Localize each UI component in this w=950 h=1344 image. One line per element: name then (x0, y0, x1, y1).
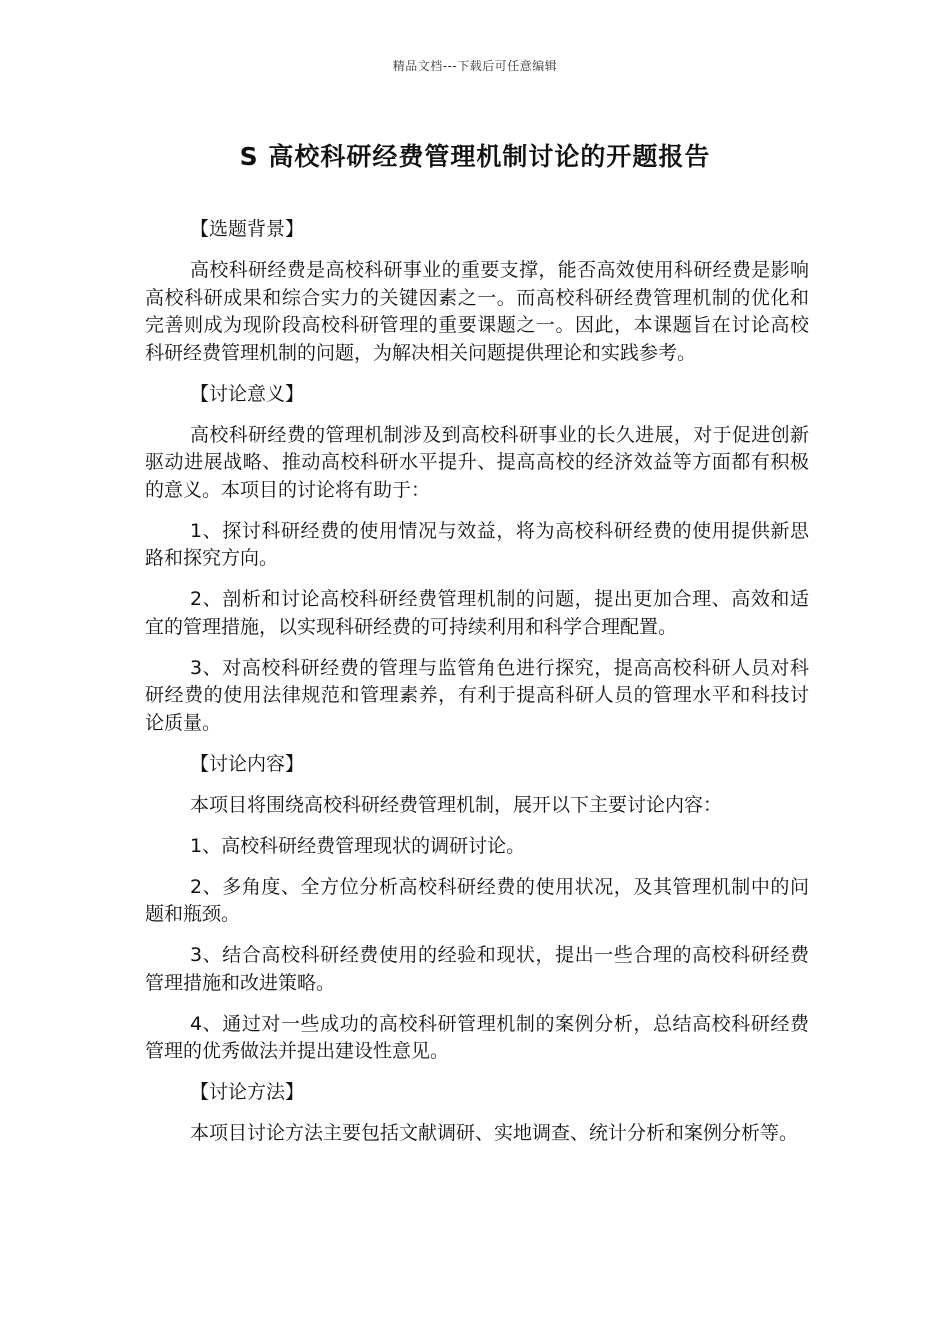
section-heading-significance: 【讨论意义】 (190, 382, 305, 405)
paragraph-content-item-4: 4、通过对一些成功的高校科研管理机制的案例分析，总结高校科研经费管理的优秀做法并提出建设性意见。 (145, 1012, 809, 1062)
document-title: S 高校科研经费管理机制讨论的开题报告 (239, 142, 711, 171)
paragraph-significance-item-1: 1、探讨科研经费的使用情况与效益，将为高校科研经费的使用提供新思路和探究方向。 (145, 519, 809, 569)
section-heading-content: 【讨论内容】 (190, 752, 305, 775)
paragraph-background: 高校科研经费是高校科研事业的重要支撑，能否高效使用科研经费是影响高校科研成果和综合实力的关键因素之一。而高校科研经费管理机制的优化和完善则成为现阶段高校科研管理的重要课题之一。因此，本课题旨在讨论高校科研经费管理机制的问题，为解决相关问题提供理论和实践参考。 (145, 259, 809, 364)
section-heading-background: 【选题背景】 (190, 218, 305, 240)
paragraph-significance-item-2: 2、剖析和讨论高校科研经费管理机制的问题，提出更加合理、高效和适宜的管理措施，以实现科研经费的可持续利用和科学合理配置。 (145, 588, 809, 638)
paragraph-content-item-1: 1、高校科研经费管理现状的调研讨论。 (190, 834, 526, 857)
paragraph-methods: 本项目讨论方法主要包括文献调研、实地调查、统计分析和案例分析等。 (190, 1122, 799, 1144)
paragraph-content-intro: 本项目将围绕高校科研经费管理机制，展开以下主要讨论内容： (190, 793, 723, 816)
paragraph-significance-intro: 高校科研经费的管理机制涉及到高校科研事业的长久进展，对于促进创新驱动进展战略、推动高校科研水平提升、提高高校的经济效益等方面都有积极的意义。本项目的讨论将有助于： (145, 423, 809, 501)
section-heading-methods: 【讨论方法】 (190, 1081, 305, 1103)
document-body (145, 216, 809, 1161)
header-note: 精品文档---下载后可任意编辑 (392, 59, 558, 73)
paragraph-significance-item-3: 3、对高校科研经费的管理与监管角色进行探究，提高高校科研人员对科研经费的使用法律规范和管理素养，有利于提高科研人员的管理水平和科技讨论质量。 (145, 656, 809, 734)
paragraph-content-item-2: 2、多角度、全方位分析高校科研经费的使用状况，及其管理机制中的问题和瓶颈。 (145, 875, 809, 925)
paragraph-content-item-3: 3、结合高校科研经费使用的经验和现状，提出一些合理的高校科研经费管理措施和改进策略。 (145, 944, 809, 994)
